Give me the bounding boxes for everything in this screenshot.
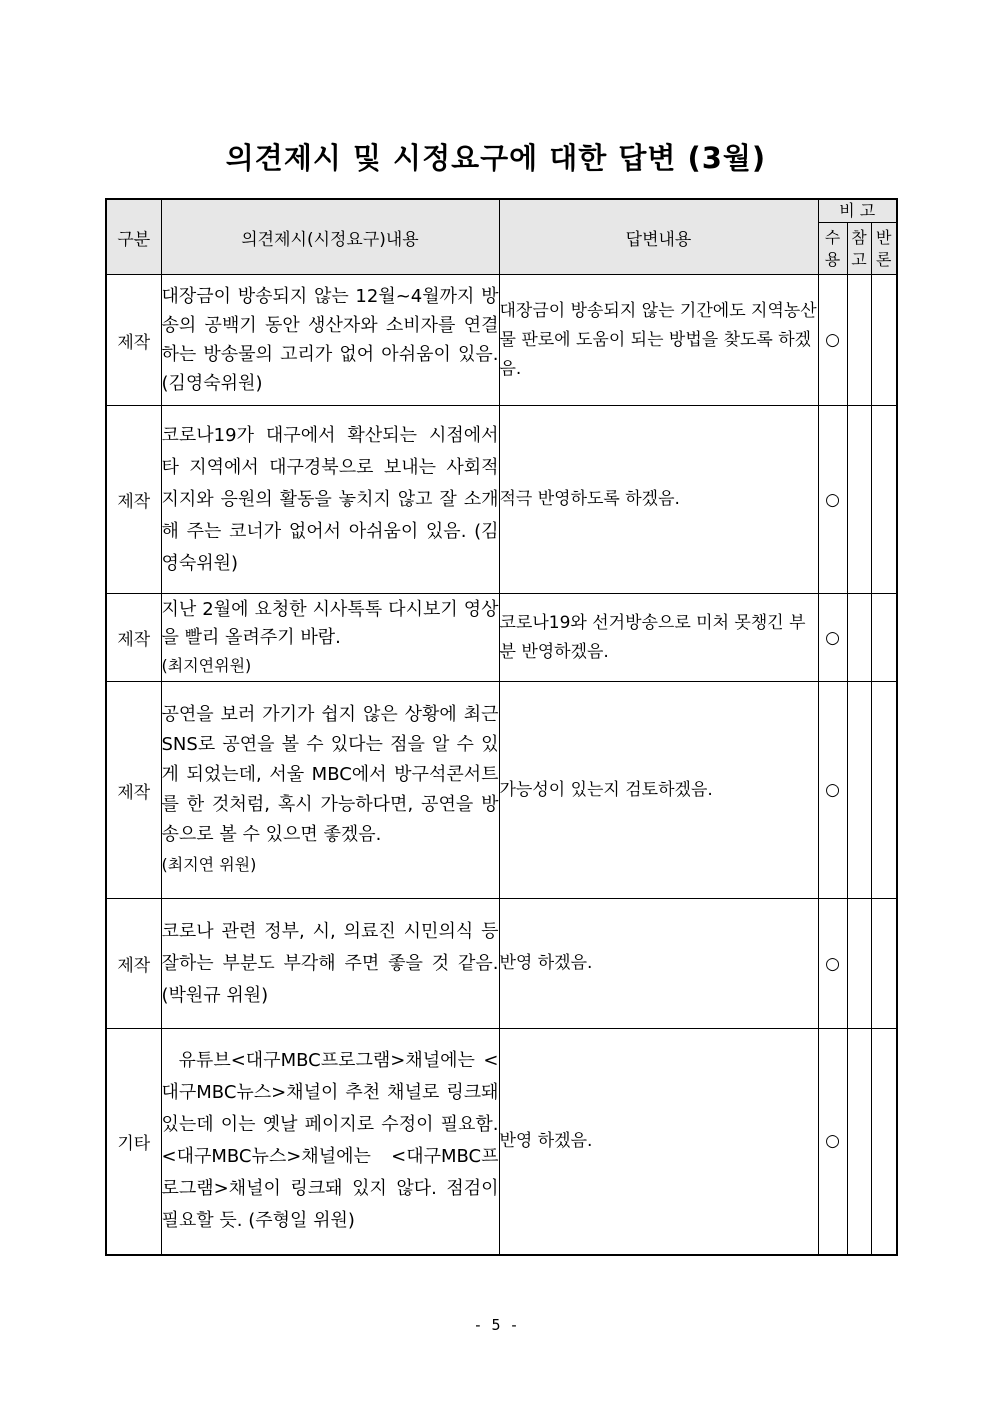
- row-opinion: 코로나 관련 정부, 시, 의료진 시민의식 등 잘하는 부분도 부각해 주면 좋을 것 같음. (박원규 위원): [161, 899, 499, 1029]
- row-reply: 대장금이 방송되지 않는 기간에도 지역농산물 판로에 도움이 되는 방법을 찾도록 하겠음.: [499, 275, 818, 406]
- row-category: 제작: [106, 406, 161, 594]
- row-category: 기타: [106, 1029, 161, 1255]
- row-accept-mark: ○: [818, 682, 847, 899]
- row-category: 제작: [106, 275, 161, 406]
- row-reply: 코로나19와 선거방송으로 미처 못챙긴 부분 반영하겠음.: [499, 594, 818, 682]
- header-opinion: 의견제시(시정요구)내용: [161, 199, 499, 275]
- row-opinion: 대장금이 방송되지 않는 12월~4월까지 방송의 공백기 동안 생산자와 소비자를 연결하는 방송물의 고리가 없어 아쉬움이 있음. (김영숙위원): [161, 275, 499, 406]
- row-opinion: 유튜브<대구MBC프로그램>채널에는 <대구MBC뉴스>채널이 추천 채널로 링크돼 있는데 이는 옛날 페이지로 수정이 필요함. <대구MBC뉴스>채널에는 <대구MBC프로그램>채널이 링크돼 있지 않다. 점검이 필요할 듯. (주형일 위원): [161, 1029, 499, 1255]
- header-accept-1: 수: [824, 227, 841, 247]
- header-rebuttal-1: 반: [876, 227, 892, 247]
- row-accept-mark: ○: [818, 594, 847, 682]
- header-accept: [818, 223, 847, 275]
- row-reference-cell: [847, 275, 871, 406]
- table-row: [106, 1029, 897, 1255]
- row-rebuttal-cell: [871, 682, 897, 899]
- header-reference: [847, 223, 871, 275]
- row-rebuttal-cell: [871, 899, 897, 1029]
- row-opinion: [161, 682, 499, 899]
- row-rebuttal-cell: [871, 275, 897, 406]
- table-row: [106, 275, 897, 406]
- row-opinion: 코로나19가 대구에서 확산되는 시점에서 타 지역에서 대구경북으로 보내는 사회적 지지와 응원의 활동을 놓치지 않고 잘 소개해 주는 코너가 없어서 아쉬움이 있음. (김영숙위원): [161, 406, 499, 594]
- table-row: [106, 899, 897, 1029]
- table-row: [106, 682, 897, 899]
- opinion-reply-table: [105, 198, 898, 1256]
- row-accept-mark: ○: [818, 899, 847, 1029]
- header-category: 구분: [106, 199, 161, 275]
- header-rebuttal: [871, 223, 897, 275]
- row-rebuttal-cell: [871, 594, 897, 682]
- document-title: 의견제시 및 시정요구에 대한 답변 (3월): [225, 141, 767, 175]
- header-reference-2: 고: [851, 249, 867, 269]
- row-reference-cell: [847, 1029, 871, 1255]
- row-opinion-text: 공연을 보러 가기가 쉽지 않은 상황에 최근 SNS로 공연을 볼 수 있다는 점을 알 수 있게 되었는데, 서울 MBC에서 방구석콘서트를 한 것처럼, 혹시 가능하다면, 공연을 방송으로 볼 수 있으면 좋겠음.: [161, 704, 499, 845]
- table-row: [106, 406, 897, 594]
- header-reference-1: 참: [851, 227, 867, 247]
- row-reference-cell: [847, 406, 871, 594]
- row-opinion-text: 지난 2월에 요청한 시사톡톡 다시보기 영상을 빨리 올려주기 바람.: [161, 598, 499, 648]
- row-reference-cell: [847, 899, 871, 1029]
- row-reply: 반영 하겠음.: [499, 1029, 818, 1255]
- row-accept-mark: ○: [818, 275, 847, 406]
- table-row: [106, 594, 897, 682]
- row-category: 제작: [106, 682, 161, 899]
- row-category: 제작: [106, 594, 161, 682]
- header-accept-2: 용: [824, 249, 841, 269]
- header-remarks: 비 고: [818, 199, 897, 223]
- row-reference-cell: [847, 594, 871, 682]
- row-reference-cell: [847, 682, 871, 899]
- row-reply: 반영 하겠음.: [499, 899, 818, 1029]
- row-opinion-author: (최지연위원): [161, 655, 252, 675]
- row-reply: 적극 반영하도록 하겠음.: [499, 406, 818, 594]
- row-rebuttal-cell: [871, 1029, 897, 1255]
- header-reply: 답변내용: [499, 199, 818, 275]
- header-rebuttal-2: 론: [876, 249, 892, 269]
- row-opinion: [161, 594, 499, 682]
- row-opinion-author: (최지연 위원): [161, 855, 257, 874]
- row-accept-mark: ○: [818, 1029, 847, 1255]
- row-rebuttal-cell: [871, 406, 897, 594]
- row-accept-mark: ○: [818, 406, 847, 594]
- row-category: 제작: [106, 899, 161, 1029]
- page-number: - 5 -: [473, 1316, 519, 1334]
- row-reply: 가능성이 있는지 검토하겠음.: [499, 682, 818, 899]
